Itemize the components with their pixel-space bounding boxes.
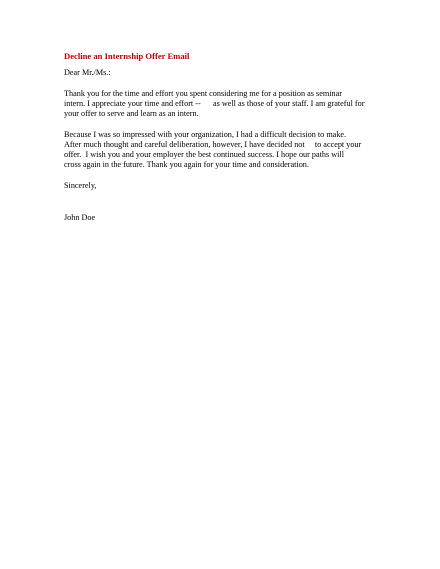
paragraph-line: After much thought and careful deliberation, however, I have decided not to accept your bbox=[64, 140, 362, 150]
paragraph-line: Thank you for the time and effort you spent considering me for a position as seminar bbox=[64, 88, 342, 98]
closing bbox=[64, 181, 376, 191]
paragraph-line: offer. I wish you and your employer the best continued success. I hope our paths will bbox=[64, 150, 344, 160]
letter-page bbox=[64, 51, 376, 234]
paragraph-line: cross again in the future. Thank you again for your time and consideration. bbox=[64, 160, 309, 170]
signature-name: John Doe bbox=[64, 213, 96, 223]
greeting bbox=[64, 68, 376, 78]
paragraph-1 bbox=[64, 89, 376, 120]
paragraph-line: Because I was so impressed with your organization, I had a difficult decision to make. bbox=[64, 129, 347, 139]
paragraph-2 bbox=[64, 130, 376, 171]
signature bbox=[64, 213, 376, 223]
letter-title: Decline an Internship Offer Email bbox=[64, 51, 190, 61]
paragraph-line: intern. I appreciate your time and effort -- as well as those of your staff. I am grateful for bbox=[64, 98, 365, 108]
closing-line: Sincerely, bbox=[64, 181, 97, 191]
greeting-line: Dear Mr./Ms.: bbox=[64, 68, 111, 77]
paragraph-line: your offer to serve and learn as an intern. bbox=[64, 109, 199, 119]
